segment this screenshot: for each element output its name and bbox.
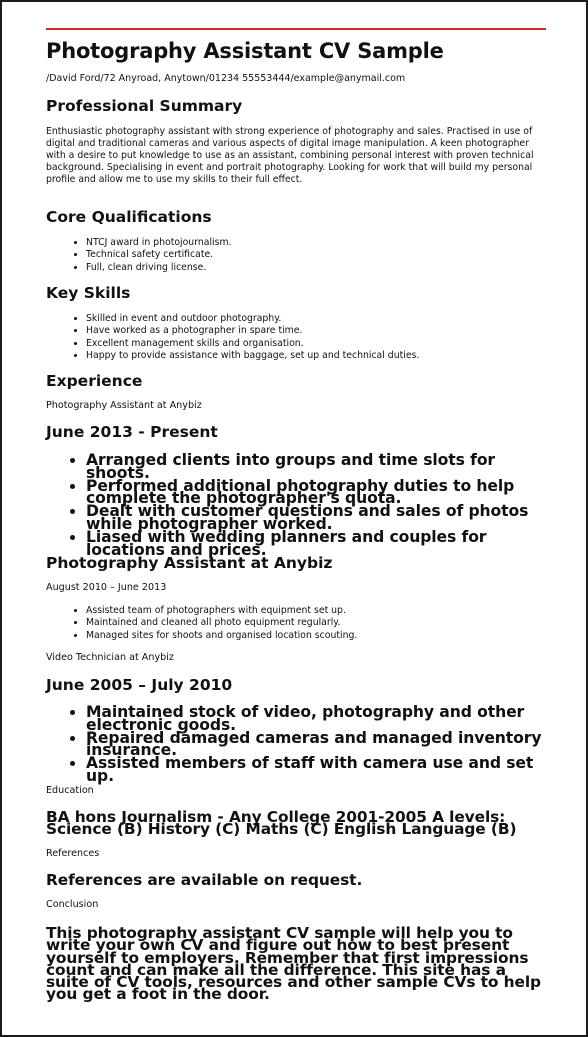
list-item: • Performed additional photography duties to help complete the photographer's quota.	[86, 480, 562, 506]
job2-duties	[64, 605, 357, 642]
job3-duties	[64, 703, 562, 785]
job3-dates: June 2005 – July 2010	[46, 676, 233, 694]
cv-title: Photography Assistant CV Sample	[46, 39, 444, 63]
list-item: • Managed sites for shoots and organised location scouting.	[86, 630, 357, 642]
list-item: • Arranged clients into groups and time slots for shoots.	[86, 454, 562, 480]
job3-title: Video Technician at Anybiz	[46, 652, 174, 663]
qualifications-list	[64, 237, 231, 274]
skills-heading: Key Skills	[46, 284, 131, 302]
list-item: • NTCJ award in photojournalism.	[86, 237, 231, 249]
job1-duties	[64, 451, 562, 559]
list-item: • Assisted team of photographers with equipment set up.	[86, 605, 357, 617]
education-label: Education	[46, 785, 94, 796]
qualifications-heading: Core Qualifications	[46, 208, 212, 226]
job2-title: Photography Assistant at Anybiz	[46, 554, 333, 572]
job1-dates: June 2013 - Present	[46, 423, 218, 441]
list-item: • Assisted members of staff with camera use and set up.	[86, 757, 562, 783]
list-item: • Excellent management skills and organisation.	[86, 338, 419, 350]
conclusion-text: This photography assistant CV sample will help you to write your own CV and figure out how to best present yourself to employers. Remember that first impressions count and can make all the difference. This site has a suite of CV tools, resources and other sample CVs to help you get a foot in the door.	[46, 924, 541, 1004]
list-item: • Liased with wedding planners and couples for locations and prices.	[86, 531, 562, 557]
list-item: • Happy to provide assistance with baggage, set up and technical duties.	[86, 350, 419, 362]
job1-title: Photography Assistant at Anybiz	[46, 400, 202, 411]
contact-line: /David Ford/72 Anyroad, Anytown/01234 55553444/example@anymail.com	[46, 73, 406, 84]
references-text: References are available on request.	[46, 871, 363, 889]
list-item: • Technical safety certificate.	[86, 249, 231, 261]
references-label: References	[46, 848, 100, 859]
conclusion-label: Conclusion	[46, 899, 99, 910]
experience-heading: Experience	[46, 372, 143, 390]
list-item: • Have worked as a photographer in spare time.	[86, 325, 419, 337]
list-item: • Repaired damaged cameras and managed inventory insurance.	[86, 732, 562, 758]
job2-dates: August 2010 – June 2013	[46, 582, 167, 593]
summary-heading: Professional Summary	[46, 97, 243, 115]
summary-text: Enthusiastic photography assistant with strong experience of photography and sales. Practised in use of digital and traditional cameras and various aspects of digital image manipulation. A keen photographer with a desire to put knowledge to use as an assistant, combining personal interest with proven technical background. Specialising in event and portrait photography. Looking for work that will build my personal profile and allow me to use my skills to their full effect.	[46, 126, 534, 185]
skills-list	[64, 313, 419, 362]
list-item: • Dealt with customer questions and sales of photos while photographer worked.	[86, 505, 562, 531]
list-item: • Maintained and cleaned all photo equipment regularly.	[86, 617, 357, 629]
list-item: • Skilled in event and outdoor photography.	[86, 313, 419, 325]
accent-rule	[46, 28, 546, 30]
list-item: • Full, clean driving license.	[86, 262, 231, 274]
list-item: • Maintained stock of video, photography and other electronic goods.	[86, 706, 562, 732]
education-text: BA hons Journalism - Any College 2001-2005 A levels: Science (B) History (C) Maths (C) English Language (B)	[46, 808, 517, 839]
